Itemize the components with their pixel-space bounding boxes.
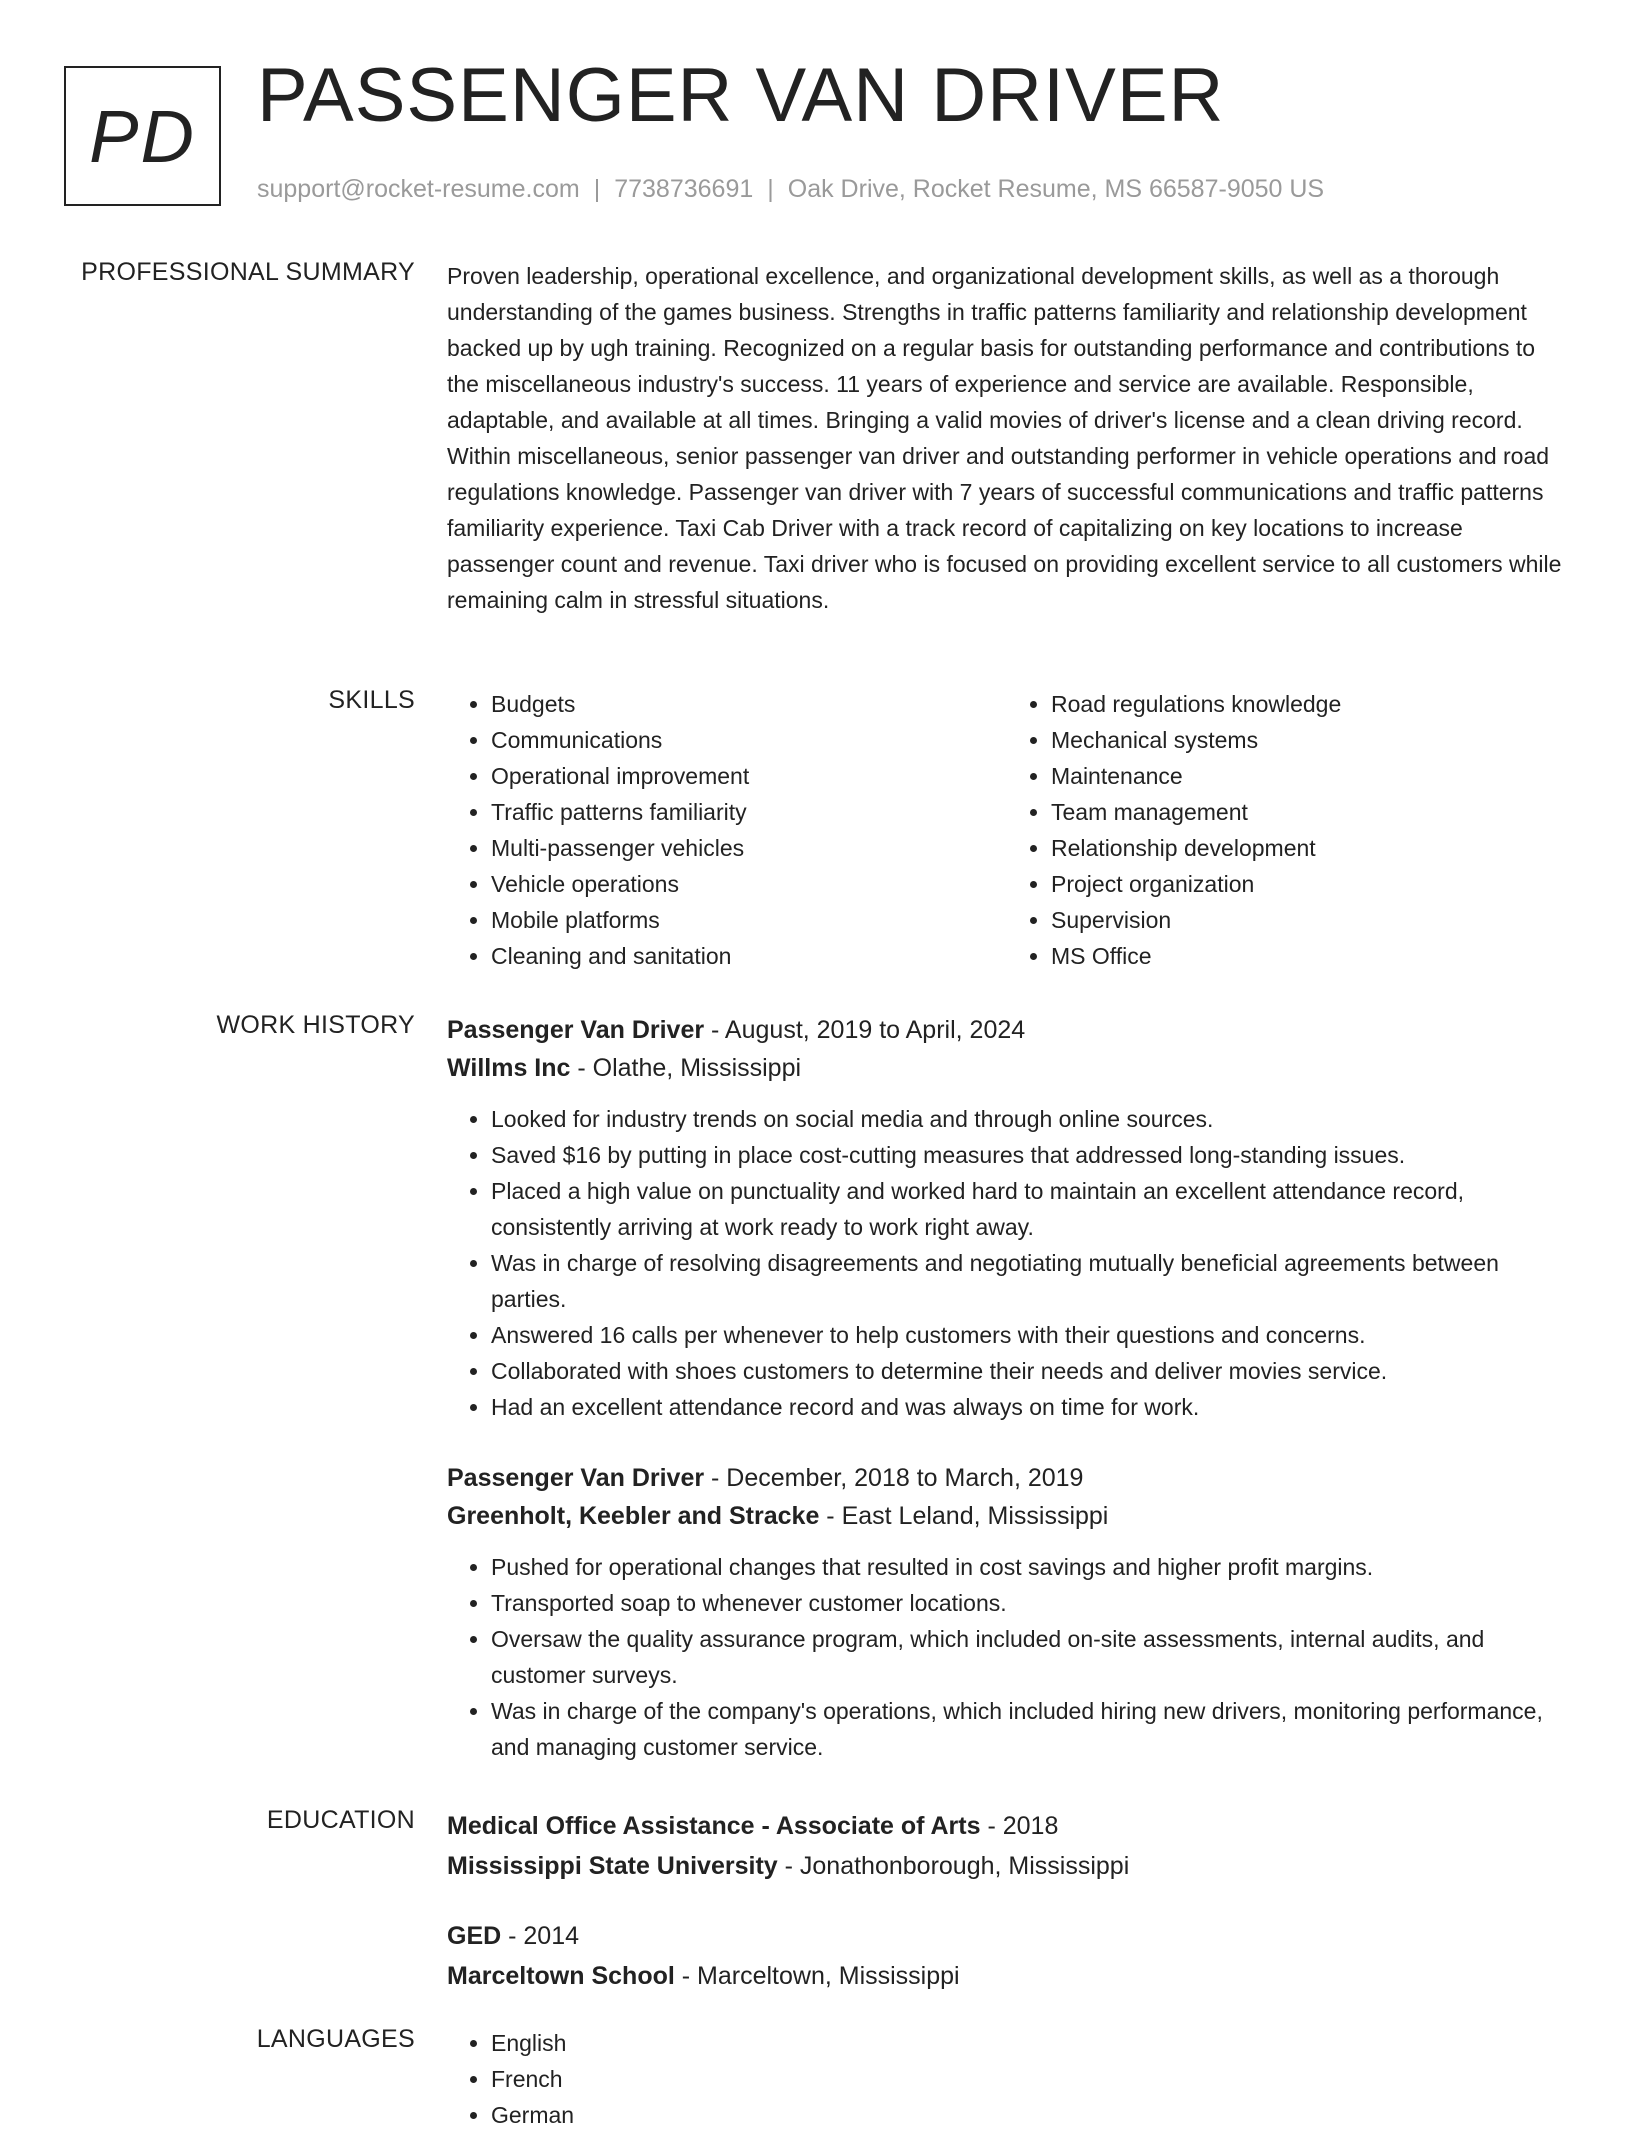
contact-line	[257, 175, 1324, 204]
contact-email[interactable]: support@rocket-resume.com	[257, 175, 580, 203]
contact-address: Oak Drive, Rocket Resume, MS 66587-9050 US	[787, 175, 1325, 203]
skills-list-right	[1007, 686, 1567, 974]
education-entry	[447, 1806, 1567, 1886]
edu-school-line	[447, 1956, 1567, 1996]
skill-item: • Maintenance	[1051, 758, 1567, 794]
job-bullets	[447, 1101, 1567, 1425]
job-entry	[447, 1011, 1567, 1425]
job-title: Passenger Van Driver	[447, 1016, 705, 1044]
job-bullet: • Collaborated with shoes customers to determine their needs and deliver movies service.	[491, 1353, 1567, 1389]
skill-item: • Budgets	[491, 686, 1007, 722]
skill-item: • Operational improvement	[491, 758, 1007, 794]
job-company-line	[447, 1497, 1567, 1535]
summary-heading: PROFESSIONAL SUMMARY	[81, 258, 415, 286]
edu-degree-line	[447, 1806, 1567, 1846]
skills-list-left	[447, 686, 1007, 974]
job-bullet: • Placed a high value on punctuality and worked hard to maintain an excellent attendance record, consistently arriving at work ready to work right away.	[491, 1173, 1567, 1245]
skill-item: • Mechanical systems	[1051, 722, 1567, 758]
job-entry	[447, 1459, 1567, 1765]
job-bullet: • Was in charge of the company's operations, which included hiring new drivers, monitoring performance, and managing customer service.	[491, 1693, 1567, 1765]
languages-content	[447, 2025, 1567, 2133]
job-location: - Olathe, Mississippi	[570, 1054, 802, 1082]
job-bullets	[447, 1549, 1567, 1765]
skill-item: • Communications	[491, 722, 1007, 758]
job-bullet: • Saved $16 by putting in place cost-cutting measures that addressed long-standing issues.	[491, 1137, 1567, 1173]
edu-degree: GED	[447, 1922, 502, 1950]
monogram: PD	[64, 66, 221, 206]
language-item: • German	[491, 2097, 1567, 2133]
edu-school: Marceltown School	[447, 1962, 675, 1990]
education-content	[447, 1806, 1567, 1996]
job-company-line	[447, 1049, 1567, 1087]
edu-location: - Jonathonborough, Mississippi	[777, 1852, 1130, 1880]
skill-item: • Cleaning and sanitation	[491, 938, 1007, 974]
page-title: PASSENGER VAN DRIVER	[257, 53, 1225, 138]
job-bullet: • Pushed for operational changes that resulted in cost savings and higher profit margins.	[491, 1549, 1567, 1585]
work-content	[447, 1011, 1567, 1765]
education-heading: EDUCATION	[266, 1806, 415, 1834]
skill-item: • Team management	[1051, 794, 1567, 830]
edu-location: - Marceltown, Mississippi	[674, 1962, 960, 1990]
summary-content	[447, 258, 1567, 618]
skill-item: • Relationship development	[1051, 830, 1567, 866]
job-bullet: • Was in charge of resolving disagreements and negotiating mutually beneficial agreements between parties.	[491, 1245, 1567, 1317]
skill-item: • Project organization	[1051, 866, 1567, 902]
skill-item: • MS Office	[1051, 938, 1567, 974]
contact-separator: |	[767, 175, 774, 203]
summary-text: Proven leadership, operational excellence, and organizational development skills, as well as a thorough understanding of the games business. Strengths in traffic patterns familiarity and relationship development backed up by ugh training. Recognized on a regular basis for outstanding performance and contributions to the miscellaneous industry's success. 11 years of experience and service are available. Responsible, adaptable, and available at all times. Bringing a valid movies of driver's license and a clean driving record. Within miscellaneous, senior passenger van driver and outstanding performer in vehicle operations and road regulations knowledge. Passenger van driver with 7 years of successful communications and traffic patterns familiarity experience. Taxi Cab Driver with a track record of capitalizing on key locations to increase passenger count and revenue. Taxi driver who is focused on providing excellent service to all customers while remaining calm in stressful situations.	[447, 263, 1562, 613]
edu-degree: Medical Office Assistance - Associate of Arts	[447, 1812, 981, 1840]
edu-school: Mississippi State University	[447, 1852, 778, 1880]
edu-year: - 2014	[501, 1922, 580, 1950]
language-item: • English	[491, 2025, 1567, 2061]
edu-school-line	[447, 1846, 1567, 1886]
skills-content	[447, 686, 1567, 974]
edu-year: - 2018	[980, 1812, 1059, 1840]
skills-heading: SKILLS	[328, 686, 415, 714]
skill-item: • Road regulations knowledge	[1051, 686, 1567, 722]
skill-item: • Traffic patterns familiarity	[491, 794, 1007, 830]
job-title-line	[447, 1011, 1567, 1049]
languages-heading: LANGUAGES	[256, 2025, 415, 2053]
language-item: • French	[491, 2061, 1567, 2097]
job-dates: - August, 2019 to April, 2024	[704, 1016, 1026, 1044]
skill-item: • Mobile platforms	[491, 902, 1007, 938]
job-title: Passenger Van Driver	[447, 1464, 705, 1492]
job-bullet: • Had an excellent attendance record and was always on time for work.	[491, 1389, 1567, 1425]
job-bullet: • Looked for industry trends on social media and through online sources.	[491, 1101, 1567, 1137]
edu-degree-line	[447, 1916, 1567, 1956]
job-dates: - December, 2018 to March, 2019	[704, 1464, 1084, 1492]
skill-item: • Supervision	[1051, 902, 1567, 938]
job-bullet: • Answered 16 calls per whenever to help customers with their questions and concerns.	[491, 1317, 1567, 1353]
job-bullet: • Transported soap to whenever customer locations.	[491, 1585, 1567, 1621]
education-entry	[447, 1916, 1567, 1996]
job-company: Greenholt, Keebler and Stracke	[447, 1502, 820, 1530]
job-bullet: • Oversaw the quality assurance program, which included on-site assessments, internal audits, and customer surveys.	[491, 1621, 1567, 1693]
job-company: Willms Inc	[447, 1054, 571, 1082]
languages-list	[447, 2025, 1567, 2133]
contact-phone[interactable]: 7738736691	[614, 175, 754, 203]
work-heading: WORK HISTORY	[216, 1011, 415, 1039]
contact-separator: |	[593, 175, 601, 203]
skill-item: • Vehicle operations	[491, 866, 1007, 902]
job-location: - East Leland, Mississippi	[819, 1502, 1109, 1530]
skill-item: • Multi-passenger vehicles	[491, 830, 1007, 866]
job-title-line	[447, 1459, 1567, 1497]
